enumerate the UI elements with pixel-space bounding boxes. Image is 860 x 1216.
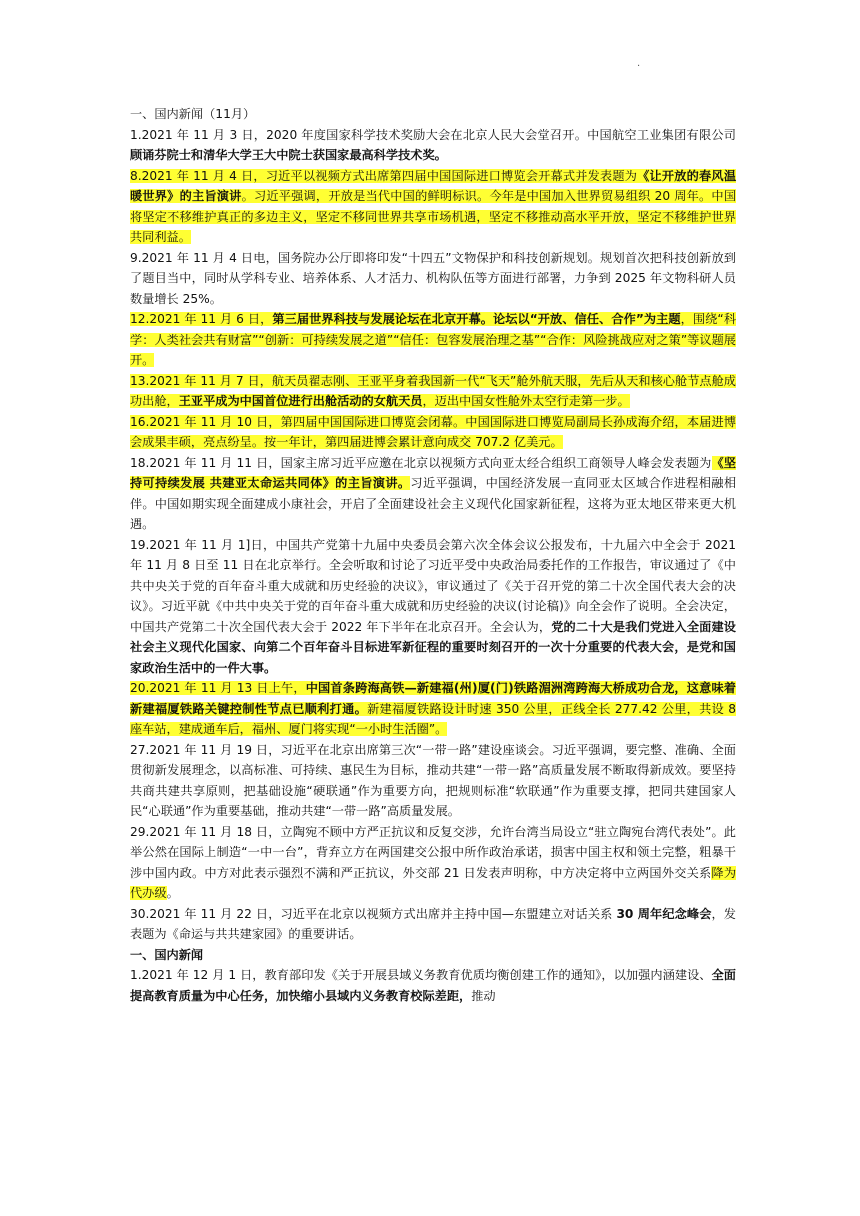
text-segment: 新建福厦铁路设计时速 350 公里，正线全长 277.42 公里，共设 8 座车站，建成通车后，福州、厦门将实现“一小时生活圈”。	[130, 701, 737, 736]
text-segment: 19.2021 年 11 月 1]日，中国共产党第十九届中央委员会第六次全体会议公报发布，十九届六中全会于 2021 年 11 月 8 日至 11 日在北京举行。全会听取和讨论了习近平受中央政治局委托作的工作报告，审议通过了《中共中央关于党的百年奋斗重大成就和历史经验的决议》，审议通过了《关于召开党的第二十次全国代表大会的决议》。习近平就《中共中央关于党的百年奋斗重大成就和历史经验的决议(讨论稿)》向全会作了说明。全会决定，中国共产党第二十次全国代表大会于 2022 年下半年在北京召开。全会认为，	[130, 537, 736, 634]
bold-text-segment: 中国首条跨海高铁—新建福(州)厦(门)铁路湄洲湾跨海大桥成功合龙，这意味着新建福厦铁路关键控制性节点已顺利打通。	[130, 681, 736, 716]
text-segment: 20.2021 年 11 月 13 日上午，	[130, 681, 306, 695]
text-segment: 1.2021 年 11 月 3 日，2020 年度国家科学技术奖励大会在北京人民大会堂召开。中国航空工业集团有限公司	[130, 127, 736, 142]
text-segment: 习近平强调，中国经济发展一直同亚太区域合作进程相融相伴。中国如期实现全面建成小康社会，开启了全面建设社会主义现代化国家新征程，这将为亚太地区带来更大机遇。	[130, 476, 737, 531]
text-segment: 9.2021 年 11 月 4 日电，国务院办公厅即将印发“十四五”文物保护和科技创新规划。规划首次把科技创新放到了题目当中，同时从学科专业、培养体系、人才活力、机构队伍等方面进行部署，力争到 2025 年文物科研人员数量增长 25%。	[130, 250, 736, 306]
text-segment: 降为代办级	[130, 865, 737, 900]
bold-text-segment: 第三届世界科技与发展论坛在北京开幕。论坛以“开放、信任、合作”为主题	[272, 312, 681, 326]
text-segment: ，发表题为《命运与共共建家园》的重要讲话。	[130, 906, 736, 941]
text-segment: 1.2021 年 12 月 1 日，教育部印发《关于开展县域义务教育优质均衡创建工作的通知》，以加强内涵建设、	[130, 968, 712, 982]
text-segment: 8.2021 年 11 月 4 日，习近平以视频方式出席第四届中国国际进口博览会开幕式并发表题为	[130, 168, 638, 183]
text-segment: 12.2021 年 11 月 6 日，	[130, 312, 273, 326]
text-segment: 一、国内新闻（11月）	[130, 107, 256, 121]
text-segment: ，围绕“科学：人类社会共有财富”“创新：可持续发展之道”“信任：包容发展治理之基”“合作：风险挑战应对之策”等议题展开。	[130, 312, 737, 367]
news-paragraph	[130, 104, 736, 125]
news-paragraph	[130, 125, 736, 166]
news-paragraph	[130, 904, 736, 945]
news-paragraph	[130, 678, 736, 740]
news-paragraph	[130, 822, 736, 904]
bold-text-segment: 一、国内新闻	[130, 947, 204, 962]
text-segment: 16.2021 年 11 月 10 日，第四届中国国际进口博览会闭幕。中国国际进口博览局副局长孙成海介绍，本届进博会成果丰硕，亮点纷呈。按一年计，第四届进博会累计意向成交 707.2 亿美元。	[130, 414, 736, 449]
news-paragraph	[130, 535, 736, 679]
document-body	[130, 104, 736, 1006]
news-paragraph	[130, 166, 736, 248]
news-paragraph	[130, 965, 736, 1006]
news-paragraph	[130, 248, 736, 310]
news-paragraph	[130, 309, 736, 371]
text-segment: ，迈出中国女性舱外太空行走第一步。	[422, 394, 630, 408]
bold-text-segment: 王亚平成为中国首位进行出舱活动的女航天员	[178, 394, 423, 408]
text-segment: 。习近平强调，开放是当代中国的鲜明标识。今年是中国加入世界贸易组织 20 周年。中国将坚定不移维护真正的多边主义，坚定不移同世界共享市场机遇，坚定不移推动高水平开放，坚定不移维护世界共同利益。	[130, 189, 737, 244]
text-segment: 30.2021 年 11 月 22 日，习近平在北京以视频方式出席并主持中国—东盟建立对话关系	[130, 906, 617, 921]
bold-text-segment: 顾诵芬院士和清华大学王大中院士获国家最高科学技术奖。	[130, 148, 447, 162]
text-segment: 29.2021 年 11 月 18 日，立陶宛不顾中方严正抗议和反复交涉，允许台湾当局设立“驻立陶宛台湾代表处”。此举公然在国际上制造“一中一台”，背弃立方在两国建交公报中所作政治承诺，损害中国主权和领土完整，粗暴干涉中国内政。中方对此表示强烈不满和严正抗议，外交部 21 日发表声明称，中方决定将中立两国外交关系	[130, 824, 736, 880]
news-paragraph	[130, 453, 736, 535]
news-paragraph	[130, 412, 736, 453]
bold-text-segment: 《让开放的春风温暖世界》的主旨演讲	[130, 168, 737, 203]
text-segment: 27.2021 年 11 月 19 日，习近平在北京出席第三次“一带一路”建设座谈会。习近平强调，要完整、准确、全面贯彻新发展理念，以高标准、可持续、惠民生为目标，推动共建“一带一路”高质量发展不断取得新成效。要坚持共商共建共享原则，把基础设施“硬联通”作为重要方向，把规则标准“软联通”作为重要支撑，把同共建国家人民“心联通”作为重要基础，推动共建“一带一路”高质量发展。	[130, 742, 736, 818]
news-paragraph	[130, 945, 736, 966]
text-segment: 。	[166, 886, 179, 900]
text-segment: 18.2021 年 11 月 11 日，国家主席习近平应邀在北京以视频方式向亚太经合组织工商领导人峰会发表题为	[130, 455, 712, 470]
bold-text-segment: 30 周年纪念峰会	[616, 906, 712, 921]
bold-text-segment: 党的二十大是我们党进入全面建设社会主义现代化国家、向第二个百年奋斗目标进军新征程的重要时刻召开的一次十分重要的代表大会，是党和国家政治生活中的一件大事。	[130, 619, 736, 675]
page-mark: .	[637, 58, 641, 69]
news-paragraph	[130, 740, 736, 822]
news-paragraph	[130, 371, 736, 412]
text-segment: 13.2021 年 11 月 7 日，航天员翟志刚、王亚平身着我国新一代“飞天”舱外航天服，先后从天和核心舱节点舱成功出舱，	[130, 373, 736, 408]
bold-text-segment: 全面提高教育质量为中心任务，加快缩小县域内义务教育校际差距，	[130, 968, 736, 1003]
text-segment: 推动	[471, 988, 496, 1003]
bold-text-segment: 《坚持可持续发展 共建亚太命运共同体》的主旨演讲。	[130, 455, 736, 490]
